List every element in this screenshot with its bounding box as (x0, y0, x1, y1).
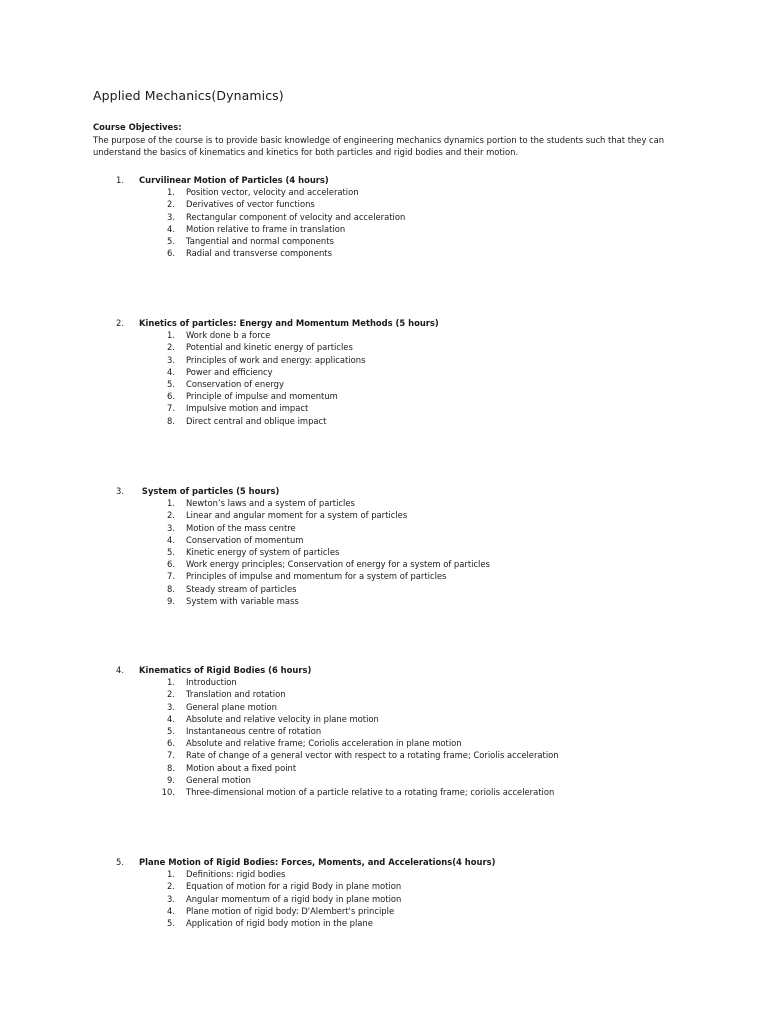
topic-text: Work energy principles; Conservation of energy for a system of particles (186, 559, 490, 570)
topic-number: 3. (167, 211, 175, 222)
topic-number: 4. (167, 223, 175, 234)
section-title: Plane Motion of Rigid Bodies: Forces, Moments, and Accelerations(4 hours) (139, 857, 496, 867)
topic-number: 8. (167, 415, 175, 426)
topic-text: Conservation of momentum (186, 534, 304, 545)
section-number: 4. (116, 665, 124, 675)
topic-number: 6. (167, 738, 175, 749)
section-number: 1. (116, 175, 124, 185)
topic-text: Principles of impulse and momentum for a system of particles (186, 571, 447, 582)
topic-number: 9. (167, 595, 175, 606)
topic-number: 5. (167, 726, 175, 736)
topic-text: Plane motion of rigid body: D'Alembert's principle (186, 905, 395, 916)
topic-number: 2. (167, 689, 175, 700)
topic-number: 4. (167, 713, 175, 724)
topic-number: 1. (167, 677, 175, 688)
objectives-heading: Course Objectives: (93, 122, 182, 132)
topic-text: Conservation of energy (186, 379, 284, 389)
topic-text: Absolute and relative velocity in plane motion (186, 713, 379, 724)
topic-text: Impulsive motion and impact (186, 403, 309, 414)
topic-number: 10. (161, 787, 175, 797)
topic-text: Angular momentum of a rigid body in plane motion (186, 893, 402, 904)
topic-number: 5. (167, 236, 175, 246)
topic-text: Derivatives of vector functions (186, 199, 315, 210)
topic-text: Rectangular component of velocity and acceleration (186, 211, 406, 222)
topic-number: 4. (167, 534, 175, 545)
topic-text: Motion relative to frame in translation (186, 223, 346, 234)
objectives-text: The purpose of the course is to provide basic knowledge of engineering mechanics dynamics portion to the students such that they can understand the basics of kinematics and kinetics for both particles and rigid bodies and their motion. (93, 135, 665, 158)
topic-number: 3. (167, 701, 175, 712)
topic-text: Position vector, velocity and acceleration (186, 187, 359, 198)
topic-text: Steady stream of particles (186, 583, 297, 594)
topic-number: 5. (167, 918, 175, 928)
topic-number: 2. (167, 342, 175, 353)
topic-number: 1. (167, 869, 175, 880)
topic-text: Application of rigid body motion in the plane (186, 918, 373, 928)
topic-number: 7. (167, 571, 175, 582)
topic-number: 5. (167, 379, 175, 389)
topic-text: General plane motion (186, 701, 277, 712)
section-number: 2. (116, 318, 124, 328)
topic-number: 7. (167, 403, 175, 414)
topic-text: Translation and rotation (186, 689, 286, 700)
topic-text: Potential and kinetic energy of particles (186, 342, 353, 353)
topic-text: Motion about a fixed point (186, 762, 297, 773)
topic-number: 3. (167, 522, 175, 533)
topic-number: 3. (167, 893, 175, 904)
topic-number: 8. (167, 583, 175, 594)
topic-text: Instantaneous centre of rotation (186, 726, 322, 736)
topic-text: Work done b a force (186, 330, 271, 341)
topic-number: 1. (167, 187, 175, 198)
topic-number: 1. (167, 498, 175, 509)
topic-text: System with variable mass (186, 595, 299, 606)
topic-number: 9. (167, 774, 175, 785)
topic-text: Definitions: rigid bodies (186, 869, 286, 880)
topic-text: Direct central and oblique impact (186, 415, 327, 426)
section-title: Kinematics of Rigid Bodies (6 hours) (139, 665, 312, 675)
topic-number: 1. (167, 330, 175, 341)
topic-number: 6. (167, 391, 175, 402)
section-number: 5. (116, 857, 124, 867)
topic-text: Radial and transverse components (186, 248, 332, 259)
section-title: Curvilinear Motion of Particles (4 hours) (139, 175, 329, 185)
topic-number: 3. (167, 354, 175, 365)
topic-number: 4. (167, 905, 175, 916)
section-title: System of particles (5 hours) (139, 486, 280, 496)
section-number: 3. (116, 486, 124, 496)
topic-text: Motion of the mass centre (186, 522, 296, 533)
topic-number: 6. (167, 559, 175, 570)
topic-text: Three-dimensional motion of a particle relative to a rotating frame; coriolis acceleration (186, 787, 555, 797)
topic-text: Tangential and normal components (186, 236, 334, 246)
topic-number: 2. (167, 199, 175, 210)
topic-number: 7. (167, 750, 175, 761)
document-title: Applied Mechanics(Dynamics) (93, 88, 284, 103)
topic-text: Rate of change of a general vector with respect to a rotating frame; Coriolis acceleration (186, 750, 559, 761)
topic-text: Kinetic energy of system of particles (186, 547, 340, 557)
topic-text: Linear and angular moment for a system of particles (186, 510, 408, 521)
topic-text: Absolute and relative frame; Coriolis acceleration in plane motion (186, 738, 462, 749)
topic-number: 2. (167, 881, 175, 892)
topic-number: 8. (167, 762, 175, 773)
topic-number: 5. (167, 547, 175, 557)
topic-number: 6. (167, 248, 175, 259)
topic-text: Newton’s laws and a system of particles (186, 498, 355, 509)
topic-text: General motion (186, 774, 251, 785)
topic-number: 2. (167, 510, 175, 521)
topic-text: Principle of impulse and momentum (186, 391, 338, 402)
section-title: Kinetics of particles: Energy and Momentum Methods (5 hours) (139, 318, 439, 328)
topic-number: 4. (167, 366, 175, 377)
topic-text: Principles of work and energy: applications (186, 354, 366, 365)
topic-text: Power and efficiency (186, 366, 273, 377)
topic-text: Equation of motion for a rigid Body in plane motion (186, 881, 402, 892)
topic-text: Introduction (186, 677, 237, 688)
